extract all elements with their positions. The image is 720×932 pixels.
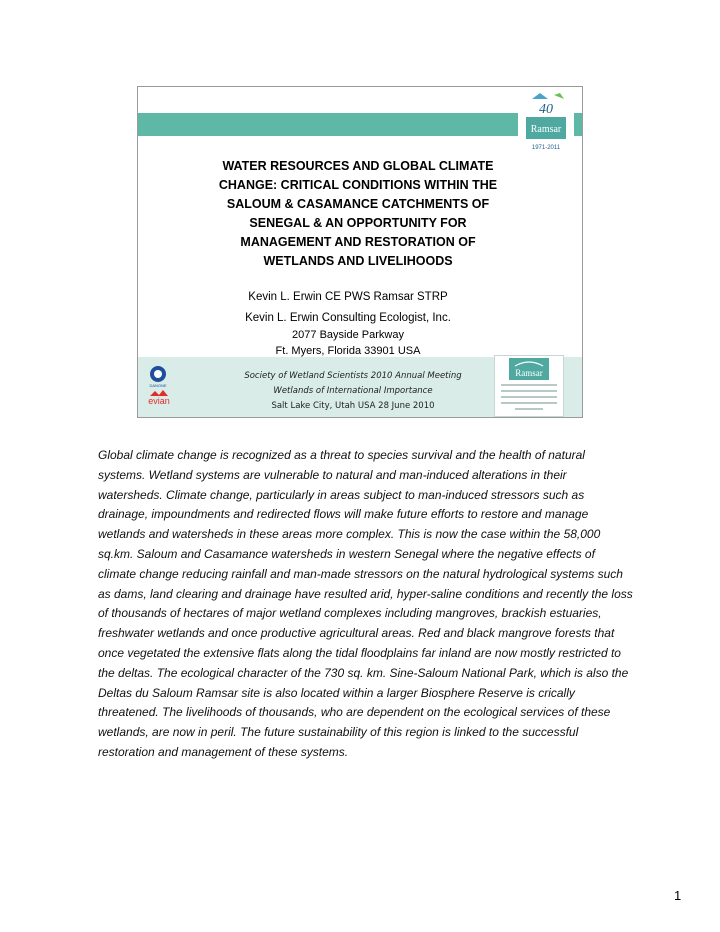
slide-thumbnail xyxy=(137,86,583,418)
title-line: WATER RESOURCES AND GLOBAL CLIMATE xyxy=(222,159,494,173)
ramsar-convention-name: Ramsar xyxy=(515,368,543,378)
slide-title xyxy=(168,157,548,271)
meeting-line1: Society of Wetland Scientists 2010 Annual Meeting xyxy=(244,371,462,381)
slide-header-band xyxy=(138,113,582,136)
author-company: Kevin L. Erwin Consulting Ecologist, Inc. xyxy=(245,312,451,324)
sponsor-evian: evian xyxy=(148,396,170,406)
slide-footer-band xyxy=(138,357,582,417)
logo-name: Ramsar xyxy=(530,124,562,135)
ramsar-convention-logo xyxy=(494,355,564,417)
logo-number: 40 xyxy=(539,102,553,117)
title-line: SALOUM & CASAMANCE CATCHMENTS OF xyxy=(226,197,490,211)
meeting-info xyxy=(233,369,473,414)
author-address-line1: 2077 Bayside Parkway xyxy=(292,329,404,341)
logo-years: 1971-2011 xyxy=(531,145,561,151)
meeting-line3: Salt Lake City, Utah USA 28 June 2010 xyxy=(271,401,435,411)
ramsar-40-years-logo xyxy=(518,91,574,155)
title-line: MANAGEMENT AND RESTORATION OF xyxy=(240,235,476,249)
title-line: CHANGE: CRITICAL CONDITIONS WITHIN THE xyxy=(218,178,498,192)
abstract-paragraph: Global climate change is recognized as a threat to species survival and the health of natural systems. Wetland systems are vulnerable to natural and man-induced alterations in their watersheds. Climate change, particularly in areas subject to man-induced stressors such as drainage, impoundments and redirected flows will make future efforts to restore and manage wetlands and watersheds in these areas more complex. This is now the case within the 58,000 sq.km. Saloum and Casamance watersheds in western Senegal where the negative effects of climate change reducing rainfall and man-made stressors on the natural hydrological systems such as dams, land clearing and drainage have resulted arid, hyper-saline conditions and recently the loss of thousands of hectares of major wetland complexes including mangroves, brackish estuaries, freshwater wetlands and once productive agricultural areas. Red and black mangrove forests that once vegetated the extensive flats along the tidal floodplains far inland are now mostly restricted to the deltas. The ecological character of the 730 sq. km. Sine-Saloum National Park, which is also the Deltas du Saloum Ramsar site is also located within a larger Biosphere Reserve is crically threatened. The livelihoods of thousands, who are dependent on the ecological services of these wetlands, are now in peril. The future sustainability of this region is linked to the successful restoration and management of these systems. xyxy=(98,448,633,759)
author-name: Kevin L. Erwin CE PWS Ramsar STRP xyxy=(248,291,448,303)
meeting-line2: Wetlands of International Importance xyxy=(273,386,433,396)
title-line: SENEGAL & AN OPPORTUNITY FOR xyxy=(249,216,467,230)
page-number: 1 xyxy=(674,888,682,903)
sponsor-logos xyxy=(146,362,186,412)
author-block xyxy=(178,289,518,359)
title-line: WETLANDS AND LIVELIHOODS xyxy=(263,254,453,268)
author-address-line2: Ft. Myers, Florida 33901 USA xyxy=(275,345,421,357)
sponsor-danone: DANONE xyxy=(149,383,167,388)
